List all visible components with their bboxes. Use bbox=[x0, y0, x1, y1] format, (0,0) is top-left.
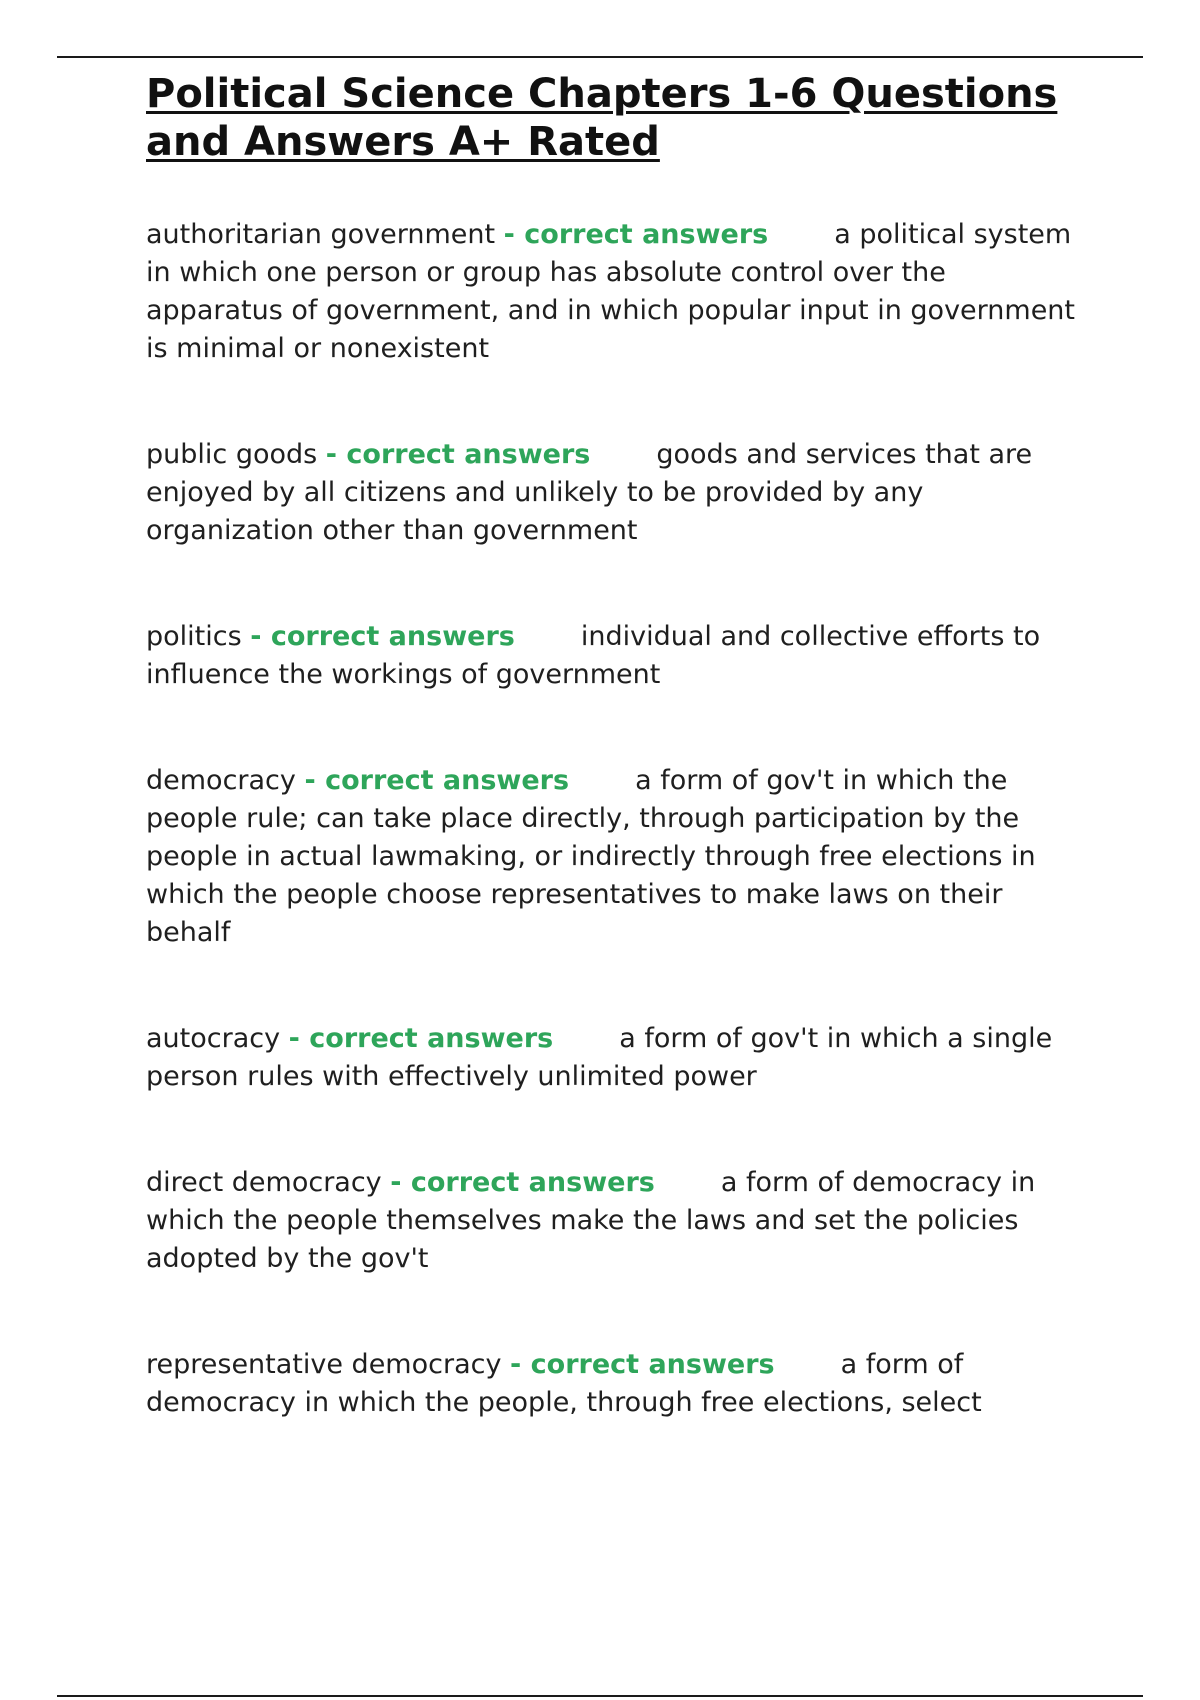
entry-term: politics bbox=[146, 621, 242, 652]
entry-definition: a political system in which one person or group has absolute control over the apparatus of government, and in which popular input in government is minimal or nonexistent bbox=[146, 219, 1076, 364]
flashcard-entry bbox=[146, 762, 1086, 952]
correct-answers-label: - correct answers bbox=[510, 1349, 775, 1380]
flashcard-list bbox=[146, 216, 1086, 1422]
entry-term: authoritarian government bbox=[146, 219, 496, 250]
flashcard-entry bbox=[146, 1346, 1086, 1422]
entry-term: democracy bbox=[146, 765, 296, 796]
flashcard-entry bbox=[146, 1020, 1086, 1096]
correct-answers-label: - correct answers bbox=[390, 1167, 655, 1198]
entry-definition: a form of democracy in which the people, through free elections, select bbox=[146, 1349, 982, 1418]
flashcard-entry bbox=[146, 1164, 1086, 1278]
entry-definition: a form of gov't in which a single person rules with effectively unlimited power bbox=[146, 1023, 1053, 1092]
bottom-rule bbox=[57, 1695, 1143, 1697]
document-title: Political Science Chapters 1-6 Questions and Answers A+ Rated bbox=[146, 71, 1058, 165]
correct-answers-label: - correct answers bbox=[288, 1023, 554, 1054]
correct-answers-label: - correct answers bbox=[325, 439, 591, 470]
entry-term: autocracy bbox=[146, 1023, 281, 1054]
correct-answers-label: - correct answers bbox=[503, 219, 769, 250]
flashcard-entry bbox=[146, 436, 1086, 550]
entry-definition: a form of democracy in which the people themselves make the laws and set the policies adopted by the gov't bbox=[146, 1167, 1036, 1274]
entry-term: public goods bbox=[146, 439, 318, 470]
entry-definition: individual and collective efforts to influence the workings of government bbox=[146, 621, 1041, 690]
top-rule bbox=[57, 56, 1143, 58]
correct-answers-label: - correct answers bbox=[250, 621, 515, 652]
entry-term: representative democracy bbox=[146, 1349, 502, 1380]
flashcard-entry bbox=[146, 216, 1086, 368]
entry-term: direct democracy bbox=[146, 1167, 382, 1198]
document-page bbox=[146, 70, 1086, 1422]
correct-answers-label: - correct answers bbox=[304, 765, 570, 796]
entry-definition: a form of gov't in which the people rule; can take place directly, through participation by the people in actual lawmaking, or indirectly through free elections in which the people choose representatives to make laws on their behalf bbox=[146, 765, 1036, 948]
entry-definition: goods and services that are enjoyed by all citizens and unlikely to be provided by any organization other than government bbox=[146, 439, 1033, 546]
flashcard-entry bbox=[146, 618, 1086, 694]
